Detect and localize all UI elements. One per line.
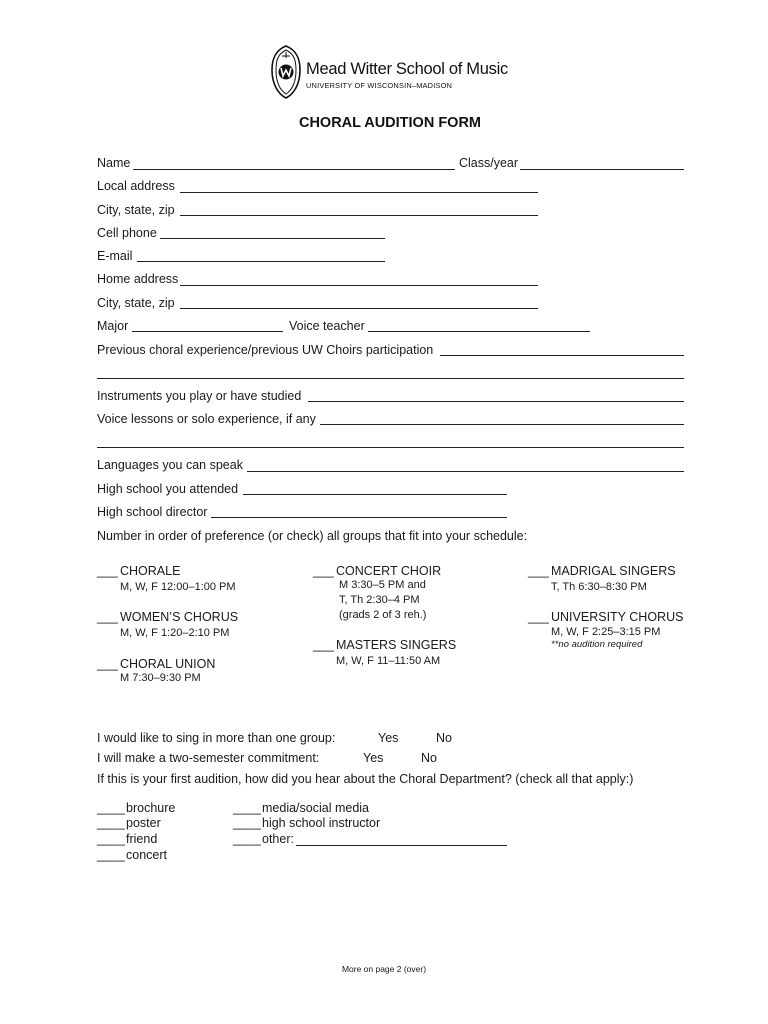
chorale-title: CHORALE <box>120 564 181 578</box>
two-semester-no[interactable]: No <box>421 751 437 765</box>
major-field[interactable] <box>132 331 283 332</box>
voice-teacher-label: Voice teacher <box>289 319 365 333</box>
name-field[interactable] <box>133 169 455 170</box>
school-name: Mead Witter School of Music <box>306 60 508 78</box>
class-year-field[interactable] <box>520 169 684 170</box>
university-chorus-time: M, W, F 2:25–3:15 PM <box>551 626 661 638</box>
more-than-one-yes[interactable]: Yes <box>378 731 399 745</box>
madrigal-singers-title: MADRIGAL SINGERS <box>551 564 676 578</box>
previous-experience-label: Previous choral experience/previous UW Choirs participation <box>97 343 434 357</box>
chorale-blank[interactable]: ___ <box>97 564 118 578</box>
local-address-field[interactable] <box>180 192 538 193</box>
local-address-label: Local address <box>97 179 175 193</box>
city-state-zip-field[interactable] <box>180 215 538 216</box>
masters-singers-blank[interactable]: ___ <box>313 638 334 652</box>
concert-choir-blank[interactable]: ___ <box>313 564 334 578</box>
crest-w-icon <box>268 44 304 100</box>
instruments-field[interactable] <box>308 401 684 402</box>
previous-experience-field[interactable] <box>440 355 684 356</box>
two-semester-yes[interactable]: Yes <box>363 751 384 765</box>
two-semester-question: I will make a two-semester commitment: <box>97 751 320 765</box>
choral-union-title: CHORAL UNION <box>120 657 216 671</box>
womens-chorus-time: M, W, F 1:20–2:10 PM <box>120 627 230 639</box>
media-blank[interactable]: ____ <box>233 801 261 815</box>
name-label: Name <box>97 156 131 170</box>
masters-singers-time: M, W, F 11–11:50 AM <box>336 655 441 667</box>
madrigal-singers-blank[interactable]: ___ <box>528 564 549 578</box>
other-blank[interactable]: ____ <box>233 832 261 846</box>
home-city-state-zip-label: City, state, zip <box>97 296 175 310</box>
voice-lessons-label: Voice lessons or solo experience, if any <box>97 412 316 426</box>
choral-union-time: M 7:30–9:30 PM <box>120 672 201 684</box>
home-address-field[interactable] <box>180 285 538 286</box>
voice-teacher-field[interactable] <box>368 331 590 332</box>
email-label: E-mail <box>97 249 133 263</box>
voice-lessons-field[interactable] <box>320 424 684 425</box>
cell-phone-field[interactable] <box>160 238 385 239</box>
womens-chorus-title: WOMEN’S CHORUS <box>120 610 239 624</box>
womens-chorus-blank[interactable]: ___ <box>97 610 118 624</box>
concert-choir-time1: M 3:30–5 PM and <box>339 579 426 591</box>
media-label: media/social media <box>262 801 369 815</box>
university-chorus-blank[interactable]: ___ <box>528 610 549 624</box>
poster-blank[interactable]: ____ <box>97 816 125 830</box>
other-label: other: <box>262 832 294 846</box>
languages-field[interactable] <box>247 471 684 472</box>
email-field[interactable] <box>137 261 385 262</box>
brochure-label: brochure <box>126 801 176 815</box>
university-chorus-note: **no audition required <box>551 639 643 650</box>
concert-choir-time2: T, Th 2:30–4 PM <box>339 594 420 606</box>
high-school-label: High school you attended <box>97 482 239 496</box>
languages-label: Languages you can speak <box>97 458 243 472</box>
other-field[interactable] <box>296 845 507 846</box>
high-school-field[interactable] <box>243 494 507 495</box>
instructor-blank[interactable]: ____ <box>233 816 261 830</box>
poster-label: poster <box>126 816 161 830</box>
instruments-label: Instruments you play or have studied <box>97 389 302 403</box>
chorale-time: M, W, F 12:00–1:00 PM <box>120 581 236 593</box>
concert-label: concert <box>126 848 167 862</box>
masters-singers-title: MASTERS SINGERS <box>336 638 457 652</box>
brochure-blank[interactable]: ____ <box>97 801 125 815</box>
madrigal-singers-time: T, Th 6:30–8:30 PM <box>551 581 647 593</box>
home-address-label: Home address <box>97 272 179 286</box>
city-state-zip-label: City, state, zip <box>97 203 175 217</box>
class-year-label: Class/year <box>459 156 519 170</box>
cell-phone-label: Cell phone <box>97 226 157 240</box>
home-city-state-zip-field[interactable] <box>180 308 538 309</box>
high-school-director-label: High school director <box>97 505 208 519</box>
concert-choir-title: CONCERT CHOIR <box>336 564 442 578</box>
more-than-one-question: I would like to sing in more than one group: <box>97 731 336 745</box>
friend-label: friend <box>126 832 158 846</box>
choral-union-blank[interactable]: ___ <box>97 657 118 671</box>
form-title: CHORAL AUDITION FORM <box>298 115 482 131</box>
high-school-director-field[interactable] <box>211 517 507 518</box>
concert-choir-time3: (grads 2 of 3 reh.) <box>339 609 427 621</box>
instructor-label: high school instructor <box>262 816 381 830</box>
groups-instruction: Number in order of preference (or check) all groups that fit into your schedule: <box>97 529 528 543</box>
friend-blank[interactable]: ____ <box>97 832 125 846</box>
footer-note: More on page 2 (over) <box>341 964 427 974</box>
voice-lessons-field-line2[interactable] <box>97 447 684 448</box>
more-than-one-no[interactable]: No <box>436 731 452 745</box>
major-label: Major <box>97 319 129 333</box>
university-name: UNIVERSITY OF WISCONSIN–MADISON <box>306 81 453 90</box>
how-heard-question: If this is your first audition, how did you hear about the Choral Department? (check all that apply:) <box>97 772 634 786</box>
university-chorus-title: UNIVERSITY CHORUS <box>551 610 684 624</box>
previous-experience-field-line2[interactable] <box>97 378 684 379</box>
concert-blank[interactable]: ____ <box>97 848 125 862</box>
